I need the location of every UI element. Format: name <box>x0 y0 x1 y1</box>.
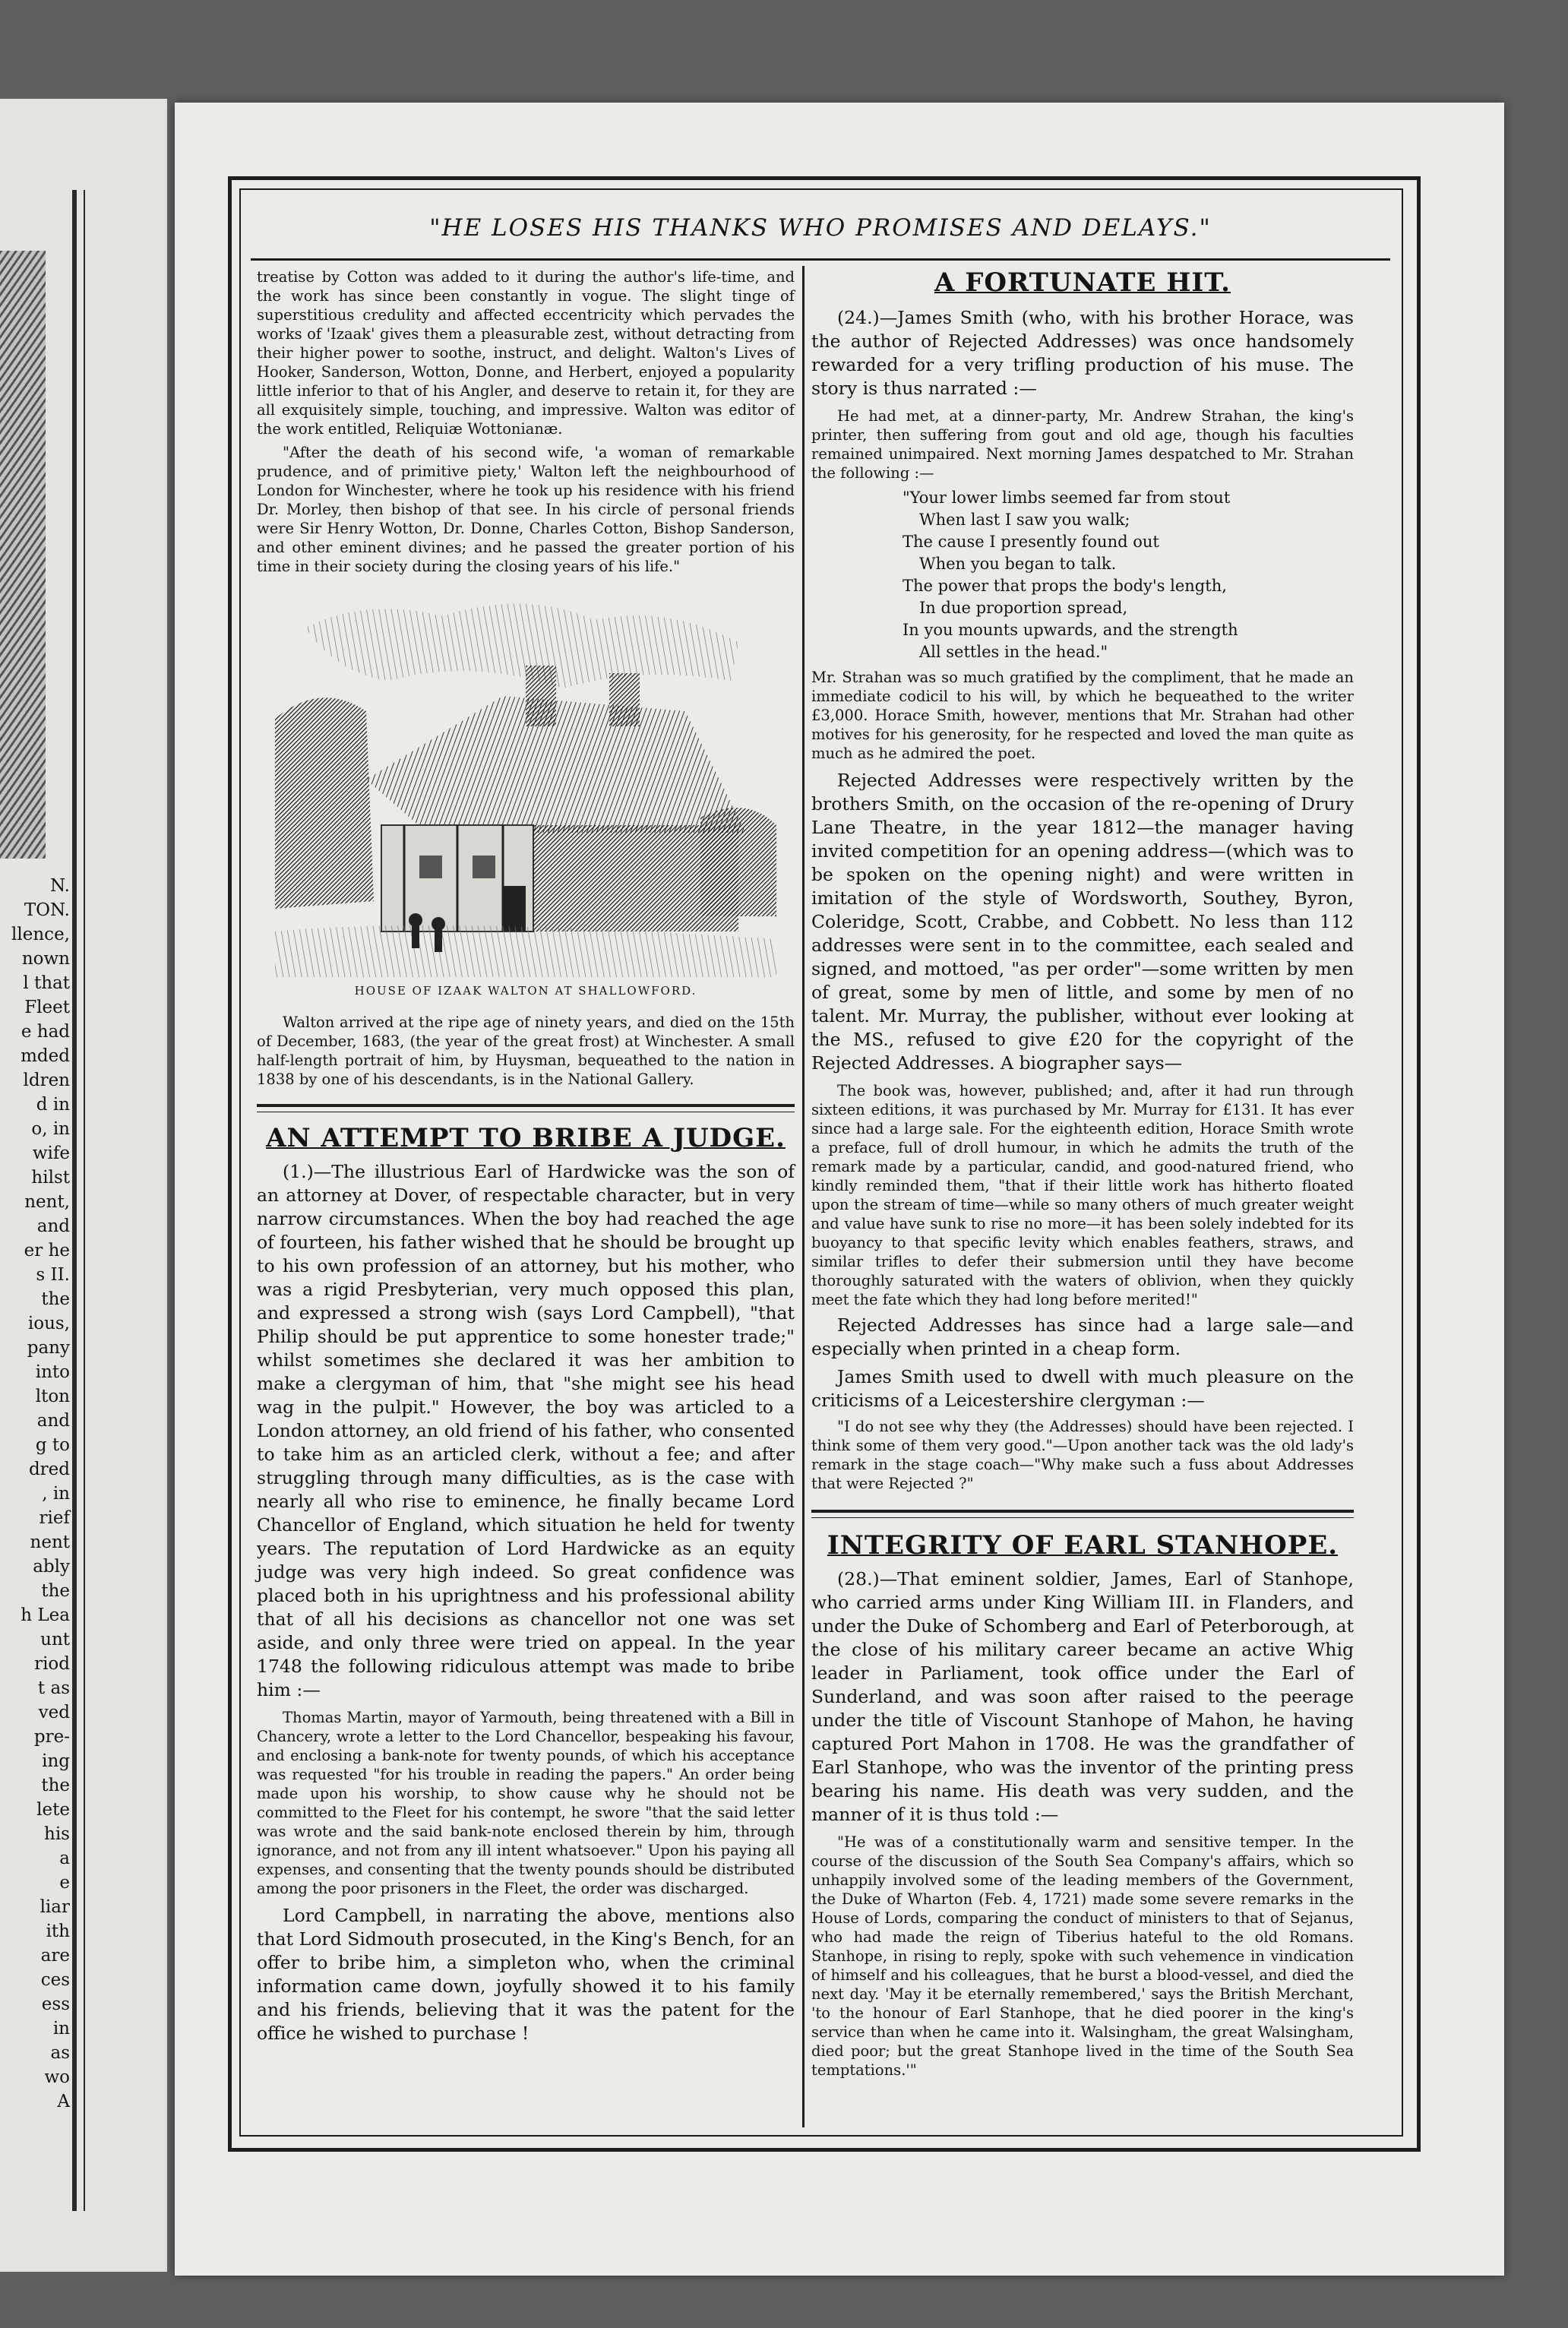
facing-page-fragment: as <box>50 2043 70 2063</box>
facing-page-fragment: , in <box>42 1484 70 1504</box>
facing-page-fragment: dred <box>28 1460 70 1479</box>
facing-page-fragment: are <box>40 1946 70 1966</box>
section-divider <box>811 1510 1354 1518</box>
facing-page-fragment: ldren <box>23 1071 70 1090</box>
temper-paragraph: "He was of a constitutionally warm and sensitive temper. In the course of the discussion of the South Sea Company's affairs, which so unhappily involved some of the leading members of the Government, the Duke of Wharton (Feb. 4, 1721) made some severe remarks in the House of Lords, comparing the conduct of ministers to that of Sejanus, who had made the reign of Tiberius hateful to the old Romans. Stanhope, in rising to reply, spoke with such vehemence in vindication of himself and his colleagues, that he burst a blood-vessel, and died the next day. 'May it be eternally remembered,' says the British Merchant, 'to the honour of Earl Stanhope, that he died poorer in the king's service than when he came into it. Walsingham, the great Walsingham, died poor; but the great Stanhope lived in the time of the South Sea temptations.'" <box>811 1833 1354 2079</box>
facing-page-fragment: e had <box>21 1022 70 1042</box>
facing-page-fragment: h Lea <box>21 1605 70 1625</box>
stanhope-heading: INTEGRITY OF EARL STANHOPE. <box>827 1530 1339 1561</box>
rejected-addresses-paragraph: Rejected Addresses were respectively written by the brothers Smith, on the occasion of the re-opening of Drury Lane Theatre, in the year 1812—the manager having invited competition for an opening address—(which was to be spoken on the opening night) and were written in imitation of the style of Wordsworth, Southey, Byron, Coleridge, Scott, Crabbe, and Cobbett. No less than 112 addresses were sent in to the committee, each sealed and signed, and mottoed, "as per order"—some written by men of great, some by men of little, and some by men of no talent. Mr. Murray, the publisher, without ever looking at the MS., refused to give £20 for the copyright of the Rejected Addresses. A biographer says— <box>811 770 1354 1074</box>
facing-page-fragment: his <box>44 1824 70 1844</box>
facing-page-fragment: wife <box>32 1143 70 1163</box>
bribe-heading: AN ATTEMPT TO BRIBE A JUDGE. <box>266 1123 786 1153</box>
facing-page-fragment: the <box>41 1581 70 1601</box>
facing-page-fragment: nent <box>30 1532 70 1552</box>
facing-page-illustration <box>0 251 46 859</box>
large-sale-paragraph: Rejected Addresses has since had a large sale—and especially when printed in a cheap form. <box>811 1314 1354 1359</box>
facing-page-fragment: A <box>57 2092 70 2111</box>
poem-line: "Your lower limbs seemed far from stout <box>903 489 1231 507</box>
facing-page-fragment: ably <box>33 1557 70 1577</box>
facing-page-fragment: ces <box>40 1970 70 1990</box>
running-head: "HE LOSES HIS THANKS WHO PROMISES AND DELAYS." <box>429 214 1212 242</box>
facing-page-fragment: a <box>59 1849 70 1868</box>
intro-paragraph: treatise by Cotton was added to it during the author's life-time, and the work has since been constantly in vogue. The slight tinge of superstitious credulity and affected eccentricity which pervades the works of 'Izaak' gives them a pleasurable zest, without detracting from their higher power to soothe, instruct, and delight. Walton's Lives of Hooker, Sanderson, Wotton, Donne, and Herbert, enjoyed a popularity little inferior to that of his Angler, and deserve to retain it, for they are all exquisitely simple, touching, and impressive. Walton was editor of the work entitled, Reliquiæ Wottonianæ. <box>257 268 795 438</box>
walton-house-engraving <box>275 582 776 977</box>
poem-line: The cause I presently found out <box>903 533 1159 551</box>
facing-page-fragment: l that <box>23 973 70 993</box>
facing-page-fragment: and <box>36 1216 70 1236</box>
left-column <box>257 267 795 2045</box>
facing-page-fragment: ith <box>46 1922 70 1941</box>
poem-line: In due proportion spread, <box>919 599 1128 617</box>
facing-page-fragment: the <box>41 1289 70 1309</box>
facing-page-rule-inner <box>84 190 85 2211</box>
facing-page-fragment: lete <box>36 1800 70 1820</box>
facing-page-fragment: hilst <box>31 1168 70 1188</box>
facing-page-fragment: o, in <box>31 1119 70 1139</box>
facing-page-fragment: ing <box>42 1751 70 1771</box>
facing-page-fragment: liar <box>40 1897 70 1917</box>
facing-page-fragment: er he <box>24 1241 70 1260</box>
poem-line: When you began to talk. <box>919 555 1117 573</box>
facing-page-fragment: Fleet <box>24 998 70 1017</box>
strahan-poem <box>903 487 1354 663</box>
facing-page-fragment: wo <box>44 2067 70 2087</box>
facing-page-fragment: riod <box>34 1654 70 1674</box>
facing-page-fragment: TON. <box>24 900 70 920</box>
facing-page <box>0 99 167 2272</box>
facing-page-fragment: nown <box>21 949 70 969</box>
stanhope-paragraph: (28.)—That eminent soldier, James, Earl of Stanhope, who carried arms under King William III. in Flanders, and under the Duke of Schomberg and Earl of Peterborough, at the close of his military career became an active Whig leader in Parliament, took office under the Earl of Sunderland, and was soon after raised to the peerage under the title of Viscount Stanhope of Mahon, he having captured Port Mahon in 1708. He was the grandfather of Earl Stanhope, who was the inventor of the printing press bearing his name. His death was very sudden, and the manner of it is thus told :— <box>811 1568 1354 1825</box>
fortunate-paragraph: (24.)—James Smith (who, with his brother Horace, was the author of Rejected Addresses) was once handsomely rewarded for a very trifling production of his muse. The story is thus narrated :— <box>811 307 1354 399</box>
facing-page-fragment: pany <box>27 1338 70 1358</box>
dwell-paragraph: James Smith used to dwell with much pleasure on the criticisms of a Leicestershire clergyman :— <box>811 1366 1354 1411</box>
fortunate-heading: A FORTUNATE HIT. <box>934 267 1231 298</box>
column-rule <box>802 266 805 2127</box>
facing-page-fragment: and <box>36 1411 70 1431</box>
facing-page-rule <box>72 190 77 2211</box>
facing-page-fragment: d in <box>36 1095 70 1115</box>
facing-page-fragment: rief <box>39 1508 70 1528</box>
facing-page-fragment: unt <box>40 1630 70 1650</box>
facing-page-fragment: ious, <box>27 1314 70 1333</box>
poem-line: In you mounts upwards, and the strength <box>903 621 1238 639</box>
facing-page-fragment: llence, <box>11 925 70 944</box>
running-head-rule <box>251 258 1390 261</box>
section-divider <box>257 1104 795 1112</box>
dinner-paragraph: He had met, at a dinner-party, Mr. Andrew Strahan, the king's printer, then suffering from gout and old age, though his faculties remained unimpaired. Next morning James despatched to Mr. Strahan the following :— <box>811 407 1354 482</box>
clergyman-paragraph: "I do not see why they (the Addresses) should have been rejected. I think some of them very good."—Upon another tack was the old lady's remark in the stage coach—"Why make such a fuss about Addresses that were Rejected ?" <box>811 1418 1354 1492</box>
engraving-caption: HOUSE OF IZAAK WALTON AT SHALLOWFORD. <box>354 984 697 998</box>
poem-line: All settles in the head." <box>919 643 1108 661</box>
walton-quote-paragraph: "After the death of his second wife, 'a woman of remarkable prudence, and of primitive piety,' Walton left the neighbourhood of London for Winchester, where he took up his residence with his friend Dr. Morley, then bishop of that see. In his circle of personal friends were Sir Henry Wotton, Dr. Donne, Charles Cotton, Bishop Sanderson, and other eminent divines; and he passed the greater portion of his time in their society during the closing years of his life." <box>257 444 795 575</box>
facing-page-fragment: in <box>52 2019 70 2039</box>
campbell-paragraph: Lord Campbell, in narrating the above, mentions also that Lord Sidmouth prosecuted, in the King's Bench, for an offer to bribe him, a simpleton who, when the criminal information came down, joyfully showed it to his family and his friends, believing that it was the patent for the office he wished to purchase ! <box>257 1905 795 2044</box>
martin-paragraph: Thomas Martin, mayor of Yarmouth, being threatened with a Bill in Chancery, wrote a letter to the Lord Chancellor, bespeaking his favour, and enclosing a bank-note for twenty pounds, of which his acceptance was requested "for his trouble in reading the papers." An order being made upon his worship, to show cause why he should not be committed to the Fleet for his contempt, he swore "that the said letter was wrote and the said bank-note enclosed therein by him, through ignorance, and not from any ill intent whatsoever." Upon his paying all expenses, and consenting that the twenty pounds should be distributed among the poor prisoners in the Fleet, the order was discharged. <box>257 1709 795 1897</box>
facing-page-fragment: ved <box>38 1703 70 1722</box>
poem-line: The power that props the body's length, <box>903 577 1227 595</box>
strahan-paragraph: Mr. Strahan was so much gratified by the compliment, that he made an immediate codicil to his will, by which he bequeathed to the writer £3,000. Horace Smith, however, mentions that Mr. Strahan had other motives for his generosity, for he respected and loved the man quite as much as he admired the poet. <box>811 669 1354 762</box>
right-column <box>811 267 1354 2080</box>
bribe-paragraph: (1.)—The illustrious Earl of Hardwicke was the son of an attorney at Dover, of respectable character, but in very narrow circumstances. When the boy had reached the age of fourteen, his father wished that he should be brought up to his own profession of an attorney, but his mother, who was a rigid Presbyterian, very much opposed this plan, and expressed a strong wish (says Lord Campbell), "that Philip should be put apprentice to some honester trade;" whilst sometimes she declared it was her ambition to make a clergyman of him, that "she might see his head wag in the pulpit." However, the boy was articled to a London attorney, an old friend of his father, who consented to take him as an articled clerk, without a fee; and after struggling through many difficulties, as is the case with nearly all who rise to eminence, he finally became Lord Chancellor of England, which situation he held for twenty years. The reputation of Lord Hardwicke as an equity judge was very high indeed. So great confidence was placed both in his uprightness and his professional ability that of all his decisions as chancellor not one was set aside, and only three were tried on appeal. In the year 1748 the following ridiculous attempt was made to bribe him :— <box>257 1161 795 1700</box>
poem-line: When last I saw you walk; <box>919 511 1130 529</box>
facing-page-fragment: g to <box>35 1435 70 1455</box>
facing-page-fragment: pre- <box>33 1727 70 1747</box>
facing-page-fragment: nent, <box>24 1192 70 1212</box>
house-illustration <box>275 582 776 977</box>
facing-page-fragment: N. <box>50 876 70 896</box>
facing-page-fragment: t as <box>37 1678 70 1698</box>
facing-page-fragment: mded <box>21 1046 70 1066</box>
facing-page-fragment: ess <box>41 1994 70 2014</box>
facing-page-fragment: into <box>35 1362 70 1382</box>
biographer-paragraph: The book was, however, published; and, after it had run through sixteen editions, it was purchased by Mr. Murray for £131. It has ever since had a large sale. For the eighteenth edition, Horace Smith wrote a preface, full of droll humour, in which he admits the truth of the remark made by a particular, candid, and good-natured friend, who kindly reminded them, "that if their little work has hitherto floated upon the stream of time—while so many others of much greater weight and value have sunk to rise no more—it has been solely indebted for its buoyancy to that specific levity which enables feathers, straws, and similar trifles to defer their submersion until they have become thoroughly saturated with the waters of oblivion, when they quickly meet the fate which they had long before merited!" <box>811 1082 1354 1308</box>
walton-death-paragraph: Walton arrived at the ripe age of ninety years, and died on the 15th of December, 1683, (the year of the great frost) at Winchester. A small half-length portrait of him, by Huysman, bequeathed to the nation in 1838 by one of his descendants, is in the National Gallery. <box>257 1014 795 1088</box>
facing-page-fragment: lton <box>35 1387 70 1406</box>
facing-page-fragment: e <box>59 1873 70 1893</box>
facing-page-fragment: the <box>41 1776 70 1795</box>
facing-page-fragment: s II. <box>36 1265 70 1285</box>
